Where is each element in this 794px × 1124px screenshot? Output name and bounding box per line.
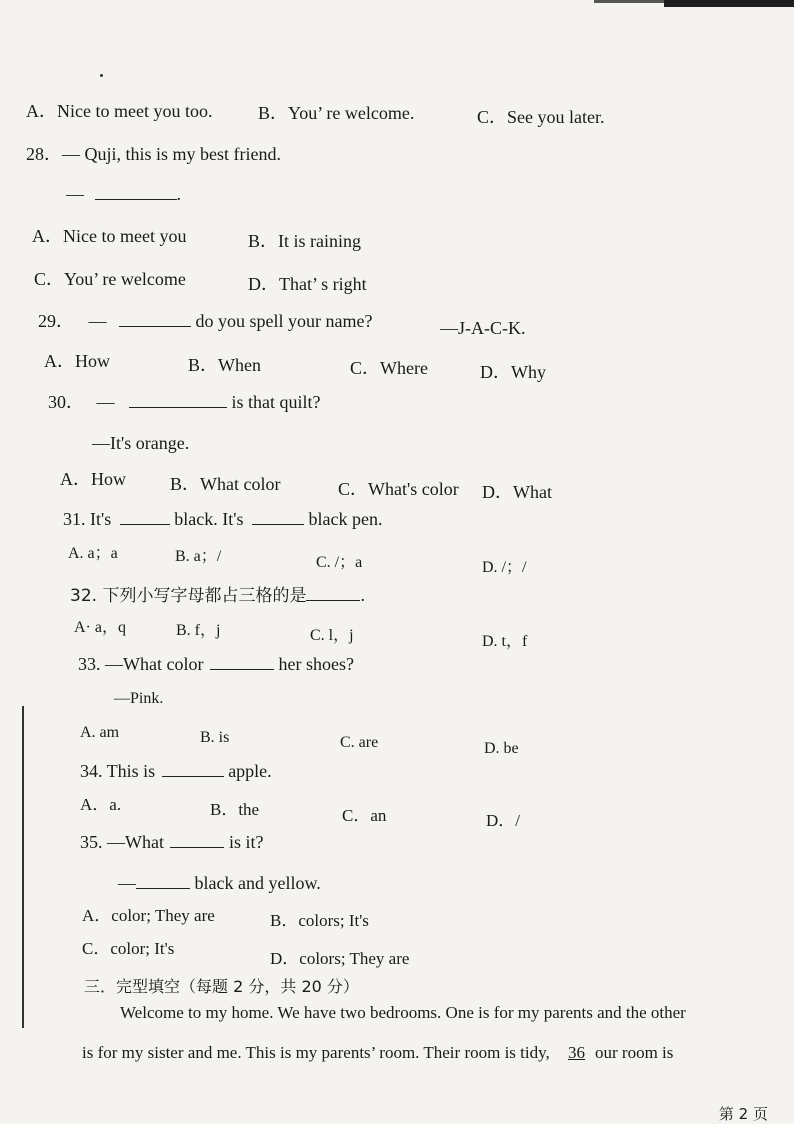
- q31-blank-2: [252, 510, 304, 525]
- q31-part3: black pen.: [308, 509, 383, 529]
- q29-stem-text: do you spell your name?: [195, 311, 373, 331]
- q34-answer-blank: [162, 762, 224, 777]
- q35-option-d: D．colors; They are: [270, 949, 410, 968]
- q31-part1: 31. It's: [63, 509, 112, 529]
- q32-stem-text: 32. 下列小写字母都占三格的是: [70, 586, 307, 606]
- q32-option-b: B. f，j: [176, 622, 221, 639]
- q30-option-c: C．What's color: [338, 479, 459, 499]
- q32-answer-blank: [306, 586, 360, 601]
- q30-reply: —It's orange.: [92, 433, 190, 453]
- q34-option-c: C．an: [342, 806, 387, 825]
- section3-passage-line2: [82, 1042, 673, 1064]
- q29-answer: —J-A-C-K.: [440, 318, 526, 338]
- q28-option-b: B．It is raining: [248, 231, 361, 251]
- q28-stem-text: — Quji, this is my best friend.: [62, 144, 281, 164]
- q29-dash: —: [88, 311, 107, 331]
- section3-blank-36: 36: [568, 1043, 586, 1062]
- scan-edge-mark: [664, 0, 794, 7]
- q27-option-b: B．You’ re welcome.: [258, 103, 415, 123]
- q29-option-c: C．Where: [350, 358, 428, 378]
- scan-edge-mark-2: [594, 0, 664, 3]
- q30-option-b: B．What color: [170, 474, 281, 494]
- q28-reply-end: .: [176, 184, 181, 204]
- q28-option-a: A．Nice to meet you: [32, 226, 187, 246]
- q35-option-c: C．color; It's: [82, 939, 175, 958]
- section3-line2-end: our room is: [595, 1043, 674, 1062]
- q35-reply-rest: black and yellow.: [194, 873, 321, 893]
- q30-option-a: A．How: [60, 469, 126, 489]
- section3-line2-start: is for my sister and me. This is my parents’ room. Their room is tidy,: [82, 1043, 550, 1062]
- q32-end: .: [360, 585, 365, 605]
- q33-stem: [78, 653, 354, 675]
- q29-answer-blank: [119, 312, 191, 327]
- q35-part1: 35. —What: [80, 832, 164, 852]
- q33-option-d: D. be: [484, 740, 519, 757]
- q34-option-d: D．/: [486, 811, 520, 830]
- section3-passage-line1: Welcome to my home. We have two bedrooms. One is for my parents and the other: [120, 1003, 686, 1022]
- q31-part2: black. It's: [174, 509, 244, 529]
- q31-option-d: D. /；/: [482, 559, 527, 576]
- q34-part1: 34. This is: [80, 761, 156, 781]
- q35-option-a: A．color; They are: [82, 906, 215, 925]
- q35-option-b: B．colors; It's: [270, 911, 369, 930]
- q29-option-a: A．How: [44, 351, 110, 371]
- q28-option-c: C．You’ re welcome: [34, 269, 186, 289]
- q33-part1: 33. —What color: [78, 654, 204, 674]
- section3-heading: 三．完型填空（每题 2 分，共 20 分）: [84, 977, 359, 996]
- q27-option-c: C．See you later.: [477, 107, 605, 127]
- q28-answer-blank: [95, 185, 177, 200]
- q35-reply: [118, 872, 321, 894]
- q35-stem: [80, 831, 263, 853]
- q30-dash: —: [96, 392, 115, 412]
- q32-option-d: D. t，f: [482, 633, 528, 650]
- q33-reply: —Pink.: [114, 690, 164, 707]
- q28-stem: [26, 143, 281, 165]
- q30-stem-text: is that quilt?: [231, 392, 321, 412]
- q33-option-b: B. is: [200, 729, 230, 746]
- q32-option-c: C. l，j: [310, 627, 354, 644]
- q34-option-b: B．the: [210, 800, 260, 819]
- q31-option-c: C. /；a: [316, 554, 363, 571]
- q31-option-b: B. a；/: [175, 548, 222, 565]
- q35-part2: is it?: [228, 832, 264, 852]
- q30-number: 30．: [48, 392, 84, 412]
- q31-stem: [63, 508, 382, 530]
- q31-option-a: A. a；a: [68, 545, 118, 562]
- q35-answer-blank-2: [136, 874, 190, 889]
- q35-reply-dash: —: [118, 873, 136, 893]
- q28-option-d: D．That’ s right: [248, 274, 367, 294]
- q32-option-a: A· a，q: [74, 619, 126, 636]
- page-number: 第 2 页: [718, 1105, 768, 1123]
- q34-option-a: A．a.: [80, 795, 122, 814]
- q29-number: 29．: [38, 311, 74, 331]
- q29-stem: [38, 310, 372, 332]
- q29-option-b: B．When: [188, 355, 261, 375]
- q27-option-a: A．Nice to meet you too.: [26, 101, 213, 121]
- q28-reply: [66, 183, 181, 205]
- q28-number: 28．: [26, 144, 62, 164]
- margin-line: [22, 706, 24, 1028]
- scan-dot: [100, 74, 103, 77]
- q33-option-c: C. are: [340, 734, 379, 751]
- q33-answer-blank: [210, 655, 274, 670]
- q30-answer-blank: [129, 393, 227, 408]
- q33-part2: her shoes?: [278, 654, 354, 674]
- q35-answer-blank-1: [170, 833, 224, 848]
- q34-stem: [80, 760, 272, 782]
- q30-stem: [48, 391, 321, 413]
- q34-part2: apple.: [228, 761, 272, 781]
- q30-option-d: D．What: [482, 482, 552, 502]
- q29-option-d: D．Why: [480, 362, 546, 382]
- q28-reply-dash: —: [66, 184, 84, 204]
- q32-stem: [70, 584, 365, 607]
- q31-blank-1: [120, 510, 170, 525]
- q33-option-a: A. am: [80, 724, 120, 741]
